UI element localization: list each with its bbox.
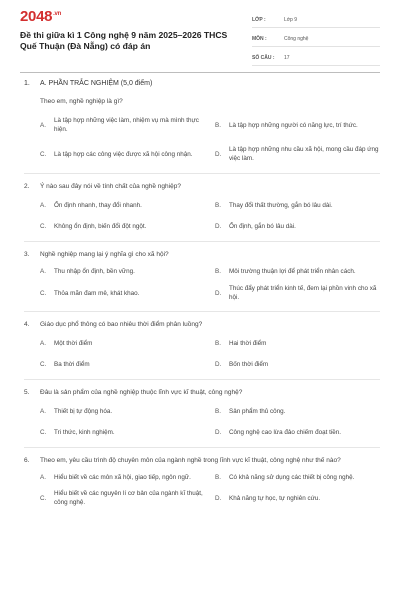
option-a[interactable] <box>40 201 205 210</box>
option-text: Ổn định, gắn bó lâu dài. <box>229 223 296 230</box>
option-text: Môi trường thuận lợi để phát triển nhân cách. <box>229 268 356 275</box>
option-label: A. <box>40 340 46 347</box>
options-grid <box>24 339 380 369</box>
option-text: Là tập hợp các công việc được xã hội công nhận. <box>54 150 193 158</box>
question-number: 4. <box>24 321 30 328</box>
option-text: Tri thức, kinh nghiệm. <box>54 429 115 436</box>
question-4 <box>24 320 380 369</box>
question-stem <box>24 250 380 259</box>
option-c[interactable] <box>40 489 205 507</box>
option-a[interactable] <box>40 116 205 134</box>
options-grid <box>24 201 380 231</box>
document-title: Đề thi giữa kì 1 Công nghệ 9 năm 2025–2026 THCS Quế Thuận (Đà Nẵng) có đáp án <box>20 30 228 51</box>
meta-value: Lớp 9 <box>284 16 298 23</box>
option-text: Bốn thời điểm <box>229 361 269 368</box>
option-label: A. <box>40 474 46 481</box>
option-text: Ba thời điểm <box>54 361 90 368</box>
option-a[interactable] <box>40 267 205 276</box>
option-b[interactable] <box>215 116 380 134</box>
option-label: B. <box>215 202 221 209</box>
question-3 <box>24 250 380 302</box>
question-number: 2. <box>24 183 30 190</box>
meta-key: LỚP : <box>252 16 266 23</box>
logo-text: 2048 <box>20 8 53 25</box>
option-text: Hiểu biết về các môn xã hội, giao tiếp, ngôn ngữ. <box>54 474 191 481</box>
question-number: 3. <box>24 251 30 258</box>
question-6 <box>24 456 380 507</box>
option-c[interactable] <box>40 360 205 369</box>
option-label: B. <box>215 474 221 481</box>
option-text: Là tập hợp những việc làm, nhiệm vụ mà mình thực hiện. <box>54 117 199 133</box>
option-text: Sản phẩm thủ công. <box>229 408 286 415</box>
question-stem <box>24 456 380 465</box>
option-d[interactable] <box>215 360 380 369</box>
option-text: Không ổn định, biến đổi đột ngột. <box>54 223 147 230</box>
option-text: Thiết bị tự động hóa. <box>54 408 113 415</box>
meta-key: SỐ CÂU : <box>252 54 275 61</box>
option-b[interactable] <box>215 201 380 210</box>
option-text: Khả năng tự học, tự nghiên cứu. <box>229 494 321 502</box>
section-title: A. PHẦN TRẮC NGHIỆM (5,0 điểm) <box>40 80 153 87</box>
option-label: C. <box>40 150 47 158</box>
question-stem <box>24 388 380 397</box>
option-text: Một thời điểm <box>54 340 93 347</box>
question-list <box>24 80 380 507</box>
option-text: Thỏa mãn đam mê, khát khao. <box>54 289 140 297</box>
option-c[interactable] <box>40 145 205 163</box>
meta-value: 17 <box>284 54 290 61</box>
question-text: Nghề nghiệp mang lại ý nghĩa gì cho xã hội? <box>40 251 169 258</box>
option-c[interactable] <box>40 222 205 231</box>
option-label: A. <box>40 268 46 275</box>
options-grid <box>24 407 380 437</box>
meta-key: MÔN : <box>252 35 267 42</box>
option-text: Hiểu biết về các nguyên lí cơ bản của ngành kĩ thuật, công nghệ. <box>54 490 203 506</box>
option-text: Công nghệ cao lừa đảo chiếm đoạt tiền. <box>229 429 342 436</box>
option-text: Thu nhập ổn định, bền vững. <box>54 268 135 275</box>
meta-row-subject <box>252 31 380 47</box>
option-label: D. <box>215 289 222 297</box>
option-b[interactable] <box>215 339 380 348</box>
option-label: D. <box>215 429 222 436</box>
option-a[interactable] <box>40 473 205 482</box>
question-number: 5. <box>24 389 30 396</box>
question-text: Theo em, yêu cầu trình độ chuyên môn của ngành nghề trong lĩnh vực kĩ thuật, công nghệ như thế nào? <box>40 457 341 464</box>
option-a[interactable] <box>40 339 205 348</box>
option-label: A. <box>40 121 46 129</box>
question-divider <box>24 173 380 174</box>
question-divider <box>24 311 380 312</box>
meta-row-class <box>252 12 380 28</box>
page-header <box>0 0 400 68</box>
option-label: B. <box>215 340 221 347</box>
meta-value: Công nghệ <box>284 35 309 42</box>
option-label: D. <box>215 150 222 158</box>
option-label: C. <box>40 223 47 230</box>
options-grid <box>24 473 380 507</box>
option-text: Hai thời điểm <box>229 340 267 347</box>
option-label: D. <box>215 361 222 368</box>
option-d[interactable] <box>215 284 380 302</box>
option-c[interactable] <box>40 428 205 437</box>
question-stem <box>24 182 380 191</box>
question-text: Theo em, nghề nghiệp là gì? <box>40 98 123 105</box>
option-c[interactable] <box>40 284 205 302</box>
question-text: Đâu là sản phẩm của nghề nghiệp thuộc lĩnh vực kĩ thuật, công nghệ? <box>40 389 243 396</box>
question-stem <box>24 320 380 329</box>
option-label: C. <box>40 289 47 297</box>
option-text: Ổn định nhanh, thay đổi nhanh. <box>54 202 142 209</box>
section-number: 1. <box>24 80 30 87</box>
option-label: B. <box>215 121 221 129</box>
options-grid <box>24 267 380 302</box>
option-label: C. <box>40 494 47 502</box>
option-label: B. <box>215 408 221 415</box>
meta-row-count <box>252 50 380 66</box>
question-text: Ý nào sau đây nói về tính chất của nghề nghiệp? <box>40 183 181 190</box>
option-b[interactable] <box>215 267 380 276</box>
option-a[interactable] <box>40 407 205 416</box>
header-divider <box>20 72 380 73</box>
question-divider <box>24 241 380 242</box>
question-divider <box>24 447 380 448</box>
meta-panel <box>252 12 380 69</box>
option-d[interactable] <box>215 428 380 437</box>
option-text: Thay đổi thất thường, gắn bó lâu dài. <box>229 202 333 209</box>
option-text: Là tập hợp những nhu cầu xã hội, mong cầu đáp ứng việc làm. <box>229 146 379 162</box>
question-text: Giáo dục phổ thông có bao nhiêu thời điểm phân luồng? <box>40 321 203 328</box>
option-label: D. <box>215 494 222 502</box>
option-text: Thúc đẩy phát triển kinh tế, đem lại phồn vinh cho xã hội. <box>229 285 377 301</box>
option-label: B. <box>215 268 221 275</box>
option-b[interactable] <box>215 407 380 416</box>
option-label: A. <box>40 202 46 209</box>
option-label: C. <box>40 429 47 436</box>
option-d[interactable] <box>215 145 380 163</box>
logo-tld: .vn <box>53 11 61 17</box>
question-number: 6. <box>24 457 30 464</box>
option-d[interactable] <box>215 489 380 507</box>
question-1 <box>24 97 380 163</box>
option-b[interactable] <box>215 473 380 482</box>
option-label: C. <box>40 361 47 368</box>
option-label: A. <box>40 408 46 415</box>
question-5 <box>24 388 380 437</box>
question-divider <box>24 379 380 380</box>
option-text: Là tập hợp những người có năng lực, trí thức. <box>229 121 358 129</box>
options-grid <box>24 116 380 163</box>
section-heading <box>24 80 380 87</box>
option-text: Có khả năng sử dụng các thiết bị công nghệ. <box>229 474 355 481</box>
option-d[interactable] <box>215 222 380 231</box>
question-2 <box>24 182 380 231</box>
option-label: D. <box>215 223 222 230</box>
question-stem <box>24 97 380 106</box>
